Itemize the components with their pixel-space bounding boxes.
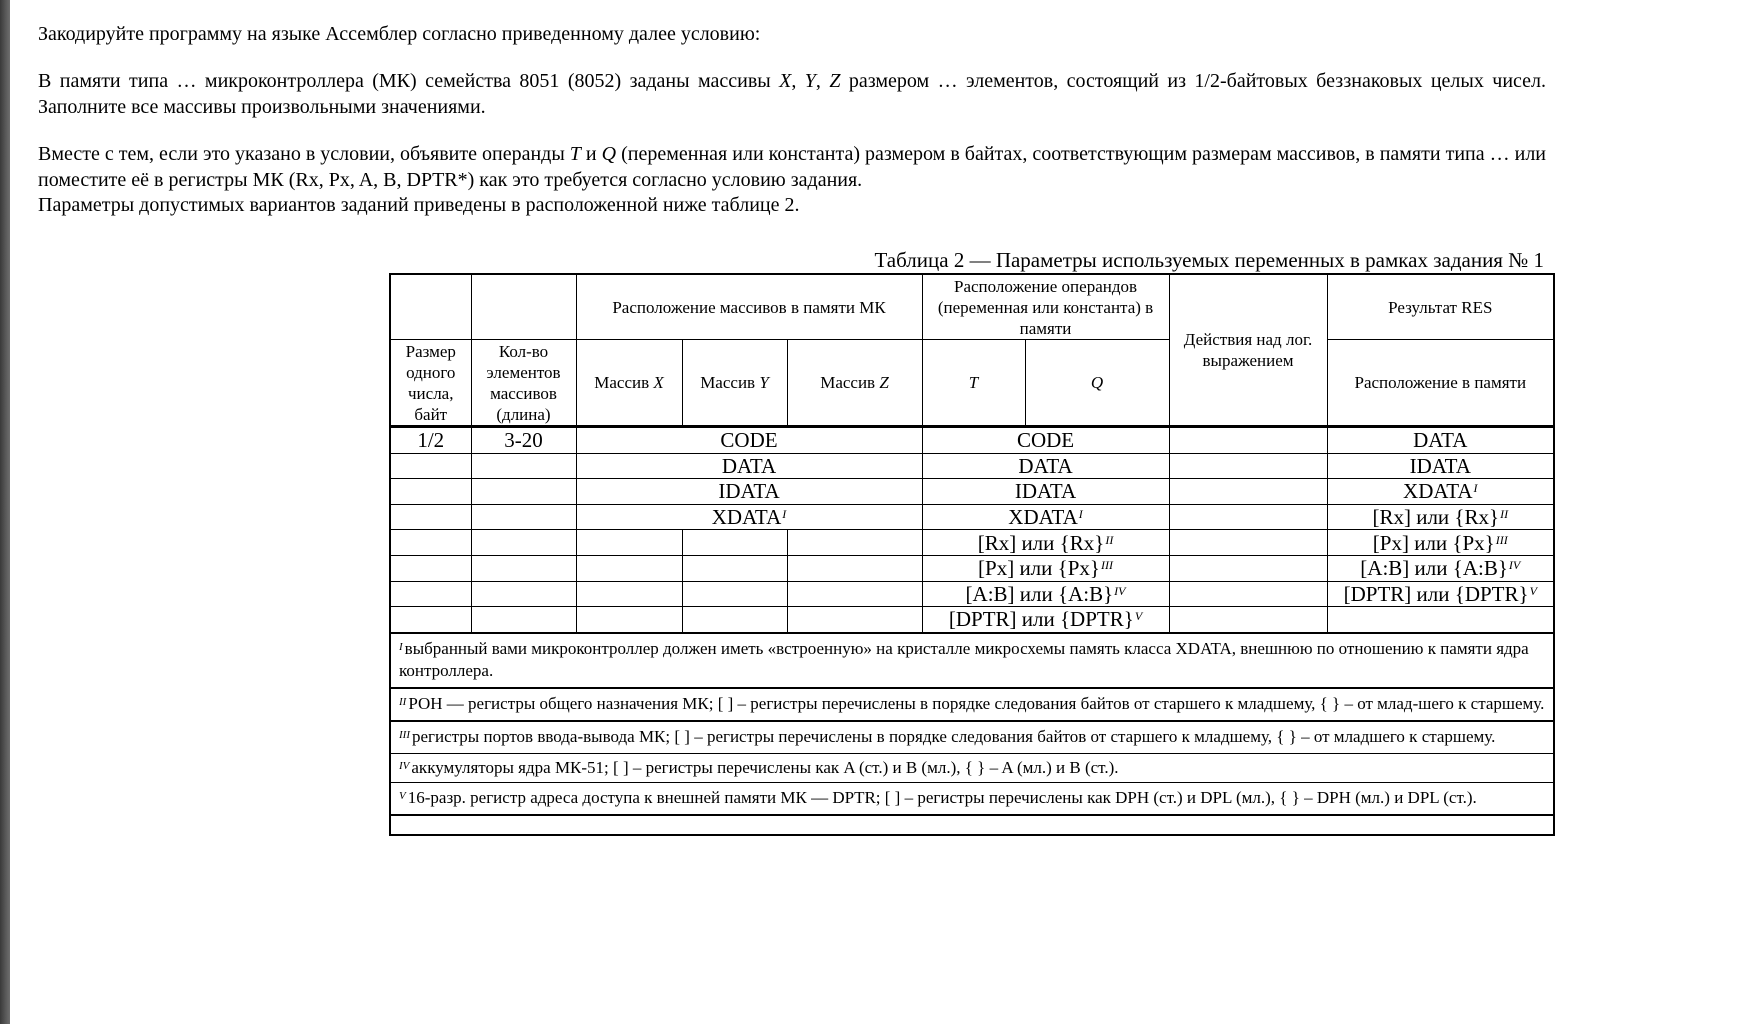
cell-array-x: [576, 555, 682, 581]
result-value: IDATA: [1409, 453, 1471, 478]
table-row: [390, 555, 1554, 581]
table-row: [390, 453, 1554, 479]
header-actions: [1169, 274, 1327, 427]
arrays-value: XDATA: [711, 505, 782, 530]
header-size: Размер одного числа, байт: [390, 340, 471, 427]
operand-q-name: Q: [1090, 373, 1104, 392]
cell-operands: [922, 427, 1169, 454]
array-x-name: X: [653, 373, 664, 392]
operands-value: XDATA: [1008, 505, 1078, 530]
var-t: T: [569, 143, 581, 165]
cell-array-z: [787, 581, 922, 607]
cell-size: [390, 581, 471, 607]
footnote-2: [390, 688, 1554, 721]
footnote-mark: V: [1529, 583, 1537, 598]
footnote-text: 16-разр. регистр адреса доступа к внешней памяти МК — DPTR; [ ] – регистры перечислены как DPH (ст.) и DPL (мл.), { } – DPH (мл.) и DPL (ст.).: [407, 787, 1477, 807]
result-value: XDATA: [1403, 479, 1473, 504]
footnote-row: [390, 782, 1554, 815]
table-caption: Таблица 2 — Параметры используемых переменных в рамках задания № 1: [874, 248, 1544, 272]
cell-operands: [922, 581, 1169, 607]
cell-array-y: [682, 555, 787, 581]
cell-count: [471, 479, 576, 505]
separator: ,: [791, 70, 805, 92]
footnote-row: [390, 753, 1554, 782]
operands-value: [A:B] или {A:B}: [965, 581, 1114, 606]
cell-array-x: [576, 607, 682, 633]
cell-arrays: [576, 427, 922, 454]
footnote-1: [390, 633, 1554, 688]
cell-array-x: [576, 581, 682, 607]
intro-paragraph: [38, 22, 1546, 48]
arrays-value: DATA: [721, 453, 777, 478]
footnote-text: регистры портов ввода-вывода МК; [ ] – регистры перечислены в порядке следования байтов от старшего к младшему, { } – от младшего к старшему.: [412, 726, 1496, 746]
operands-value: [Rx] или {Rx}: [977, 530, 1105, 555]
cell-result: [1327, 453, 1554, 479]
footnote-mark: I: [1473, 481, 1478, 496]
array-z-name: Z: [879, 373, 889, 392]
array-label: Массив: [700, 373, 760, 392]
task-text-part: размером … элементов, состоящий из 1/2-байтовых беззнаковых целых чисел. Заполните все массивы произвольными значениями.: [38, 70, 1546, 118]
cell-array-z: [787, 530, 922, 556]
footnote-mark: II: [399, 695, 407, 708]
cell-size: [390, 530, 471, 556]
cell-operands: [922, 453, 1169, 479]
cell-actions: [1169, 555, 1327, 581]
cell-actions: [1169, 581, 1327, 607]
window-left-edge: [0, 0, 10, 1024]
header-row-1: [390, 274, 1554, 340]
var-y: Y: [804, 70, 816, 92]
header-empty-cell: [390, 274, 471, 340]
arrays-value: IDATA: [718, 479, 780, 504]
footnote-text: выбранный вами микроконтроллер должен иметь «встроенную» на кристалле микросхемы память класса XDATA, внешнюю по отношению к памяти ядра контроллера.: [399, 638, 1529, 680]
header-operands-location: Расположение операндов (переменная или константа) в памяти: [922, 274, 1169, 340]
cell-array-y: [682, 581, 787, 607]
params-paragraph: [38, 193, 1546, 219]
cell-actions: [1169, 504, 1327, 530]
cell-arrays: [576, 453, 922, 479]
array-label: Массив: [820, 373, 880, 392]
params-text: Параметры допустимых вариантов заданий приведены в расположенной ниже таблице 2.: [38, 194, 800, 216]
task-paragraph: [38, 69, 1546, 120]
footnote-5: [390, 782, 1554, 815]
header-array-x: [576, 340, 682, 427]
footnote-mark: IV: [399, 759, 410, 772]
footnote-text: РОН — регистры общего назначения МК; [ ] – регистры перечислены в порядке следования байтов от старшего к младшему, { } – от млад-шего к старшему.: [408, 693, 1545, 713]
cell-count: 3-20: [471, 427, 576, 454]
cell-operands: [922, 479, 1169, 505]
footnote-mark: III: [1101, 558, 1113, 573]
footnote-row: [390, 721, 1554, 754]
header-result-location: Расположение в памяти: [1327, 340, 1554, 427]
cell-operands: [922, 607, 1169, 633]
array-y-name: Y: [759, 373, 769, 392]
header-actions-text: Действия над лог. выражением: [1183, 330, 1313, 370]
footnote-mark: I: [1078, 507, 1083, 522]
cell-size: [390, 555, 471, 581]
cell-result: [1327, 427, 1554, 454]
table-row: [390, 427, 1554, 454]
operands-paragraph: [38, 142, 1546, 193]
cell-array-z: [787, 555, 922, 581]
cell-count: [471, 504, 576, 530]
cell-operands: [922, 530, 1169, 556]
cell-count: [471, 581, 576, 607]
cell-actions: [1169, 479, 1327, 505]
result-value: [A:B] или {A:B}: [1360, 556, 1508, 581]
table-row: [390, 479, 1554, 505]
header-empty-cell: [471, 274, 576, 340]
table-row: [390, 581, 1554, 607]
table-row: [390, 530, 1554, 556]
var-z: Z: [829, 70, 841, 92]
array-label: Массив: [594, 373, 654, 392]
footnote-mark: IV: [1114, 583, 1126, 598]
footnote-row: [390, 688, 1554, 721]
var-x: X: [779, 70, 792, 92]
header-row-2: [390, 340, 1554, 427]
empty-cell: [390, 815, 1554, 835]
result-value: [Rx] или {Rx}: [1372, 505, 1500, 530]
empty-table-row: [390, 815, 1554, 835]
footnote-text: аккумуляторы ядра МК-51; [ ] – регистры перечислены как A (ст.) и B (мл.), { } – A (мл.) и B (ст.).: [411, 757, 1119, 777]
table-row: [390, 607, 1554, 633]
cell-actions: [1169, 427, 1327, 454]
cell-count: [471, 607, 576, 633]
cell-actions: [1169, 453, 1327, 479]
operands-value: DATA: [1018, 453, 1073, 478]
cell-result: [1327, 607, 1554, 633]
cell-result: [1327, 530, 1554, 556]
task-text-part: В памяти типа … микроконтроллера (МК) семейства 8051 (8052) заданы массивы: [38, 70, 780, 92]
header-operand-t: [922, 340, 1025, 427]
operand-t-name: T: [968, 373, 979, 392]
footnote-mark: II: [1500, 507, 1509, 522]
operands-value: [Px] или {Px}: [978, 556, 1100, 581]
operands-text-part: (переменная или константа) размером в байтах, соответствующим размерам массивов, в памяти типа … или поместите её в регистры МК (Rx, Px, A, B, DPTR*) как это требуется согласно условию задания.: [38, 143, 1547, 191]
footnote-4: [390, 753, 1554, 782]
cell-actions: [1169, 530, 1327, 556]
cell-array-x: [576, 530, 682, 556]
cell-size: [390, 453, 471, 479]
cell-operands: [922, 504, 1169, 530]
table-row: [390, 504, 1554, 530]
footnote-mark: I: [782, 507, 787, 522]
conjunction: и: [580, 143, 602, 165]
footnote-mark: I: [399, 640, 403, 653]
cell-operands: [922, 555, 1169, 581]
header-array-z: [787, 340, 922, 427]
operands-text-part: Вместе с тем, если это указано в условии, объявите операнды: [38, 143, 570, 165]
cell-count: [471, 453, 576, 479]
cell-array-y: [682, 607, 787, 633]
cell-array-y: [682, 530, 787, 556]
arrays-value: CODE: [720, 428, 778, 453]
cell-result: [1327, 479, 1554, 505]
cell-result: [1327, 555, 1554, 581]
footnote-mark: V: [1134, 609, 1143, 624]
cell-size: [390, 479, 471, 505]
cell-size: [390, 504, 471, 530]
cell-arrays: [576, 504, 922, 530]
intro-text: Закодируйте программу на языке Ассемблер согласно приведенному далее условию:: [38, 23, 761, 45]
header-operand-q: [1025, 340, 1169, 427]
operands-value: CODE: [1016, 428, 1075, 453]
header-array-y: [682, 340, 787, 427]
header-arrays-location: Расположение массивов в памяти МК: [576, 274, 922, 340]
cell-result: [1327, 504, 1554, 530]
header-result: Результат RES: [1327, 274, 1554, 340]
cell-count: [471, 530, 576, 556]
operands-value: IDATA: [1014, 479, 1077, 504]
result-value: DATA: [1413, 428, 1468, 453]
footnote-mark: II: [1105, 532, 1114, 547]
cell-result: [1327, 581, 1554, 607]
footnote-mark: III: [399, 728, 410, 741]
footnote-mark: V: [399, 789, 406, 802]
separator: ,: [815, 70, 830, 92]
footnote-3: [390, 721, 1554, 754]
footnote-mark: IV: [1508, 558, 1521, 573]
cell-count: [471, 555, 576, 581]
result-value: [Px] или {Px}: [1372, 530, 1495, 555]
cell-size: 1/2: [390, 427, 471, 454]
result-value: [DPTR] или {DPTR}: [1343, 581, 1529, 606]
cell-array-z: [787, 607, 922, 633]
cell-actions: [1169, 607, 1327, 633]
header-count: Кол-во элементов массивов (длина): [471, 340, 576, 427]
operands-value: [DPTR] или {DPTR}: [948, 607, 1134, 632]
footnote-mark: III: [1495, 532, 1508, 547]
cell-size: [390, 607, 471, 633]
var-q: Q: [601, 143, 617, 165]
footnote-row: [390, 633, 1554, 688]
cell-arrays: [576, 479, 922, 505]
parameters-table: [389, 273, 1555, 836]
